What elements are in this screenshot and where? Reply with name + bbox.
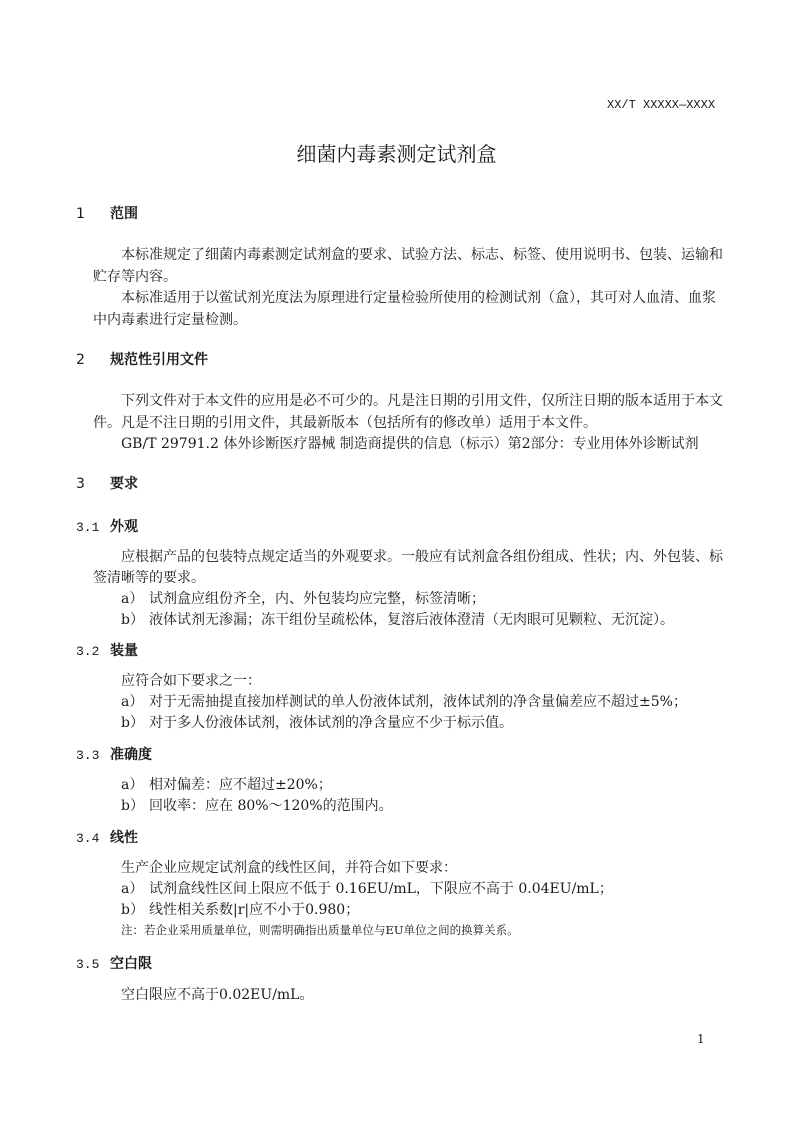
section-title: 规范性引用文件 [110, 352, 208, 368]
section-title: 线性 [110, 830, 138, 846]
paragraph-line: 应符合如下要求之一： [121, 673, 261, 689]
list-marker: a） [121, 591, 144, 607]
document-code: XX/T XXXXX—XXXX [607, 98, 716, 112]
list-item [121, 795, 393, 815]
list-item [121, 691, 687, 711]
page-title: 细菌内毒素测定试剂盒 [296, 142, 497, 166]
section-number: 3.1 [76, 520, 100, 535]
list-marker: b） [121, 798, 144, 814]
section-3-5-heading [76, 953, 152, 973]
section-title: 准确度 [110, 747, 152, 763]
section-title: 要求 [110, 476, 138, 492]
list-item-text: 对于无需抽提直接加样测试的单人份液体试剂，液体试剂的净含量偏差应不超过±5%； [149, 694, 687, 710]
paragraph-line: 签清晰等的要求。 [93, 570, 205, 586]
list-marker: a） [121, 881, 144, 897]
section-number: 3.2 [76, 644, 100, 659]
section-title: 空白限 [110, 956, 152, 972]
paragraph-line: 中内毒素进行定量检测。 [93, 312, 247, 328]
list-marker: a） [121, 694, 144, 710]
section-3-4-heading [76, 827, 138, 847]
section-number: 3.3 [76, 748, 100, 763]
section-number: 3 [76, 476, 85, 492]
list-item-text: 回收率：应在 80%～120%的范围内。 [149, 798, 393, 814]
list-item-text: 液体试剂无渗漏；冻干组份呈疏松体，复溶后液体澄清（无肉眼可见颗粒、无沉淀）。 [149, 612, 674, 628]
paragraph-line: 贮存等内容。 [93, 269, 177, 285]
list-marker: b） [121, 715, 144, 731]
list-item [121, 712, 513, 732]
list-marker: b） [121, 902, 144, 918]
section-3-2-heading [76, 640, 138, 660]
paragraph-line: 应根据产品的包装特点规定适当的外观要求。一般应有试剂盒各组份组成、性状；内、外包装、标 [121, 549, 723, 565]
section-title: 范围 [110, 206, 138, 222]
note: 注：若企业采用质量单位，则需明确指出质量单位与EU单位之间的换算关系。 [121, 923, 519, 937]
section-title: 外观 [110, 519, 138, 535]
list-item-text: 相对偏差：应不超过±20%； [149, 777, 332, 793]
section-1-heading [76, 203, 138, 223]
list-item [121, 899, 359, 919]
paragraph-line: 下列文件对于本文件的应用是必不可少的。凡是注日期的引用文件，仅所注日期的版本适用于本文 [121, 393, 723, 409]
section-number: 1 [76, 206, 85, 222]
paragraph-line: 本标准适用于以鲎试剂光度法为原理进行定量检验所使用的检测试剂（盒），其可对人血清、血浆 [121, 290, 716, 306]
section-number: 3.5 [76, 957, 100, 972]
page-number: 1 [697, 1032, 705, 1046]
section-3-3-heading [76, 744, 152, 764]
list-item [121, 609, 674, 629]
section-title: 装量 [110, 643, 138, 659]
section-number: 2 [76, 352, 85, 368]
paragraph-line: 空白限应不高于0.02EU/mL。 [121, 987, 314, 1003]
list-marker: a） [121, 777, 144, 793]
list-item [121, 878, 613, 898]
list-item [121, 588, 485, 608]
section-3-heading [76, 473, 138, 493]
paragraph-line: 件。凡是不注日期的引用文件，其最新版本（包括所有的修改单）适用于本文件。 [93, 415, 597, 431]
paragraph-line: 生产企业应规定试剂盒的线性区间，并符合如下要求： [121, 860, 457, 876]
normative-reference: GB/T 29791.2 体外诊断医疗器械 制造商提供的信息（标示）第2部分：专业用体外诊断试剂 [121, 436, 699, 452]
paragraph-line: 本标准规定了细菌内毒素测定试剂盒的要求、试验方法、标志、标签、使用说明书、包装、运输和 [121, 247, 723, 263]
list-item-text: 线性相关系数|r|应不小于0.980； [149, 902, 360, 918]
list-item [121, 774, 332, 794]
list-item-text: 对于多人份液体试剂，液体试剂的净含量应不少于标示值。 [149, 715, 513, 731]
list-item-text: 试剂盒应组份齐全，内、外包装均应完整，标签清晰； [149, 591, 485, 607]
list-item-text: 试剂盒线性区间上限应不低于 0.16EU/mL，下限应不高于 0.04EU/mL； [149, 881, 613, 897]
section-number: 3.4 [76, 831, 100, 846]
section-3-1-heading [76, 516, 138, 536]
section-2-heading [76, 349, 208, 369]
list-marker: b） [121, 612, 144, 628]
